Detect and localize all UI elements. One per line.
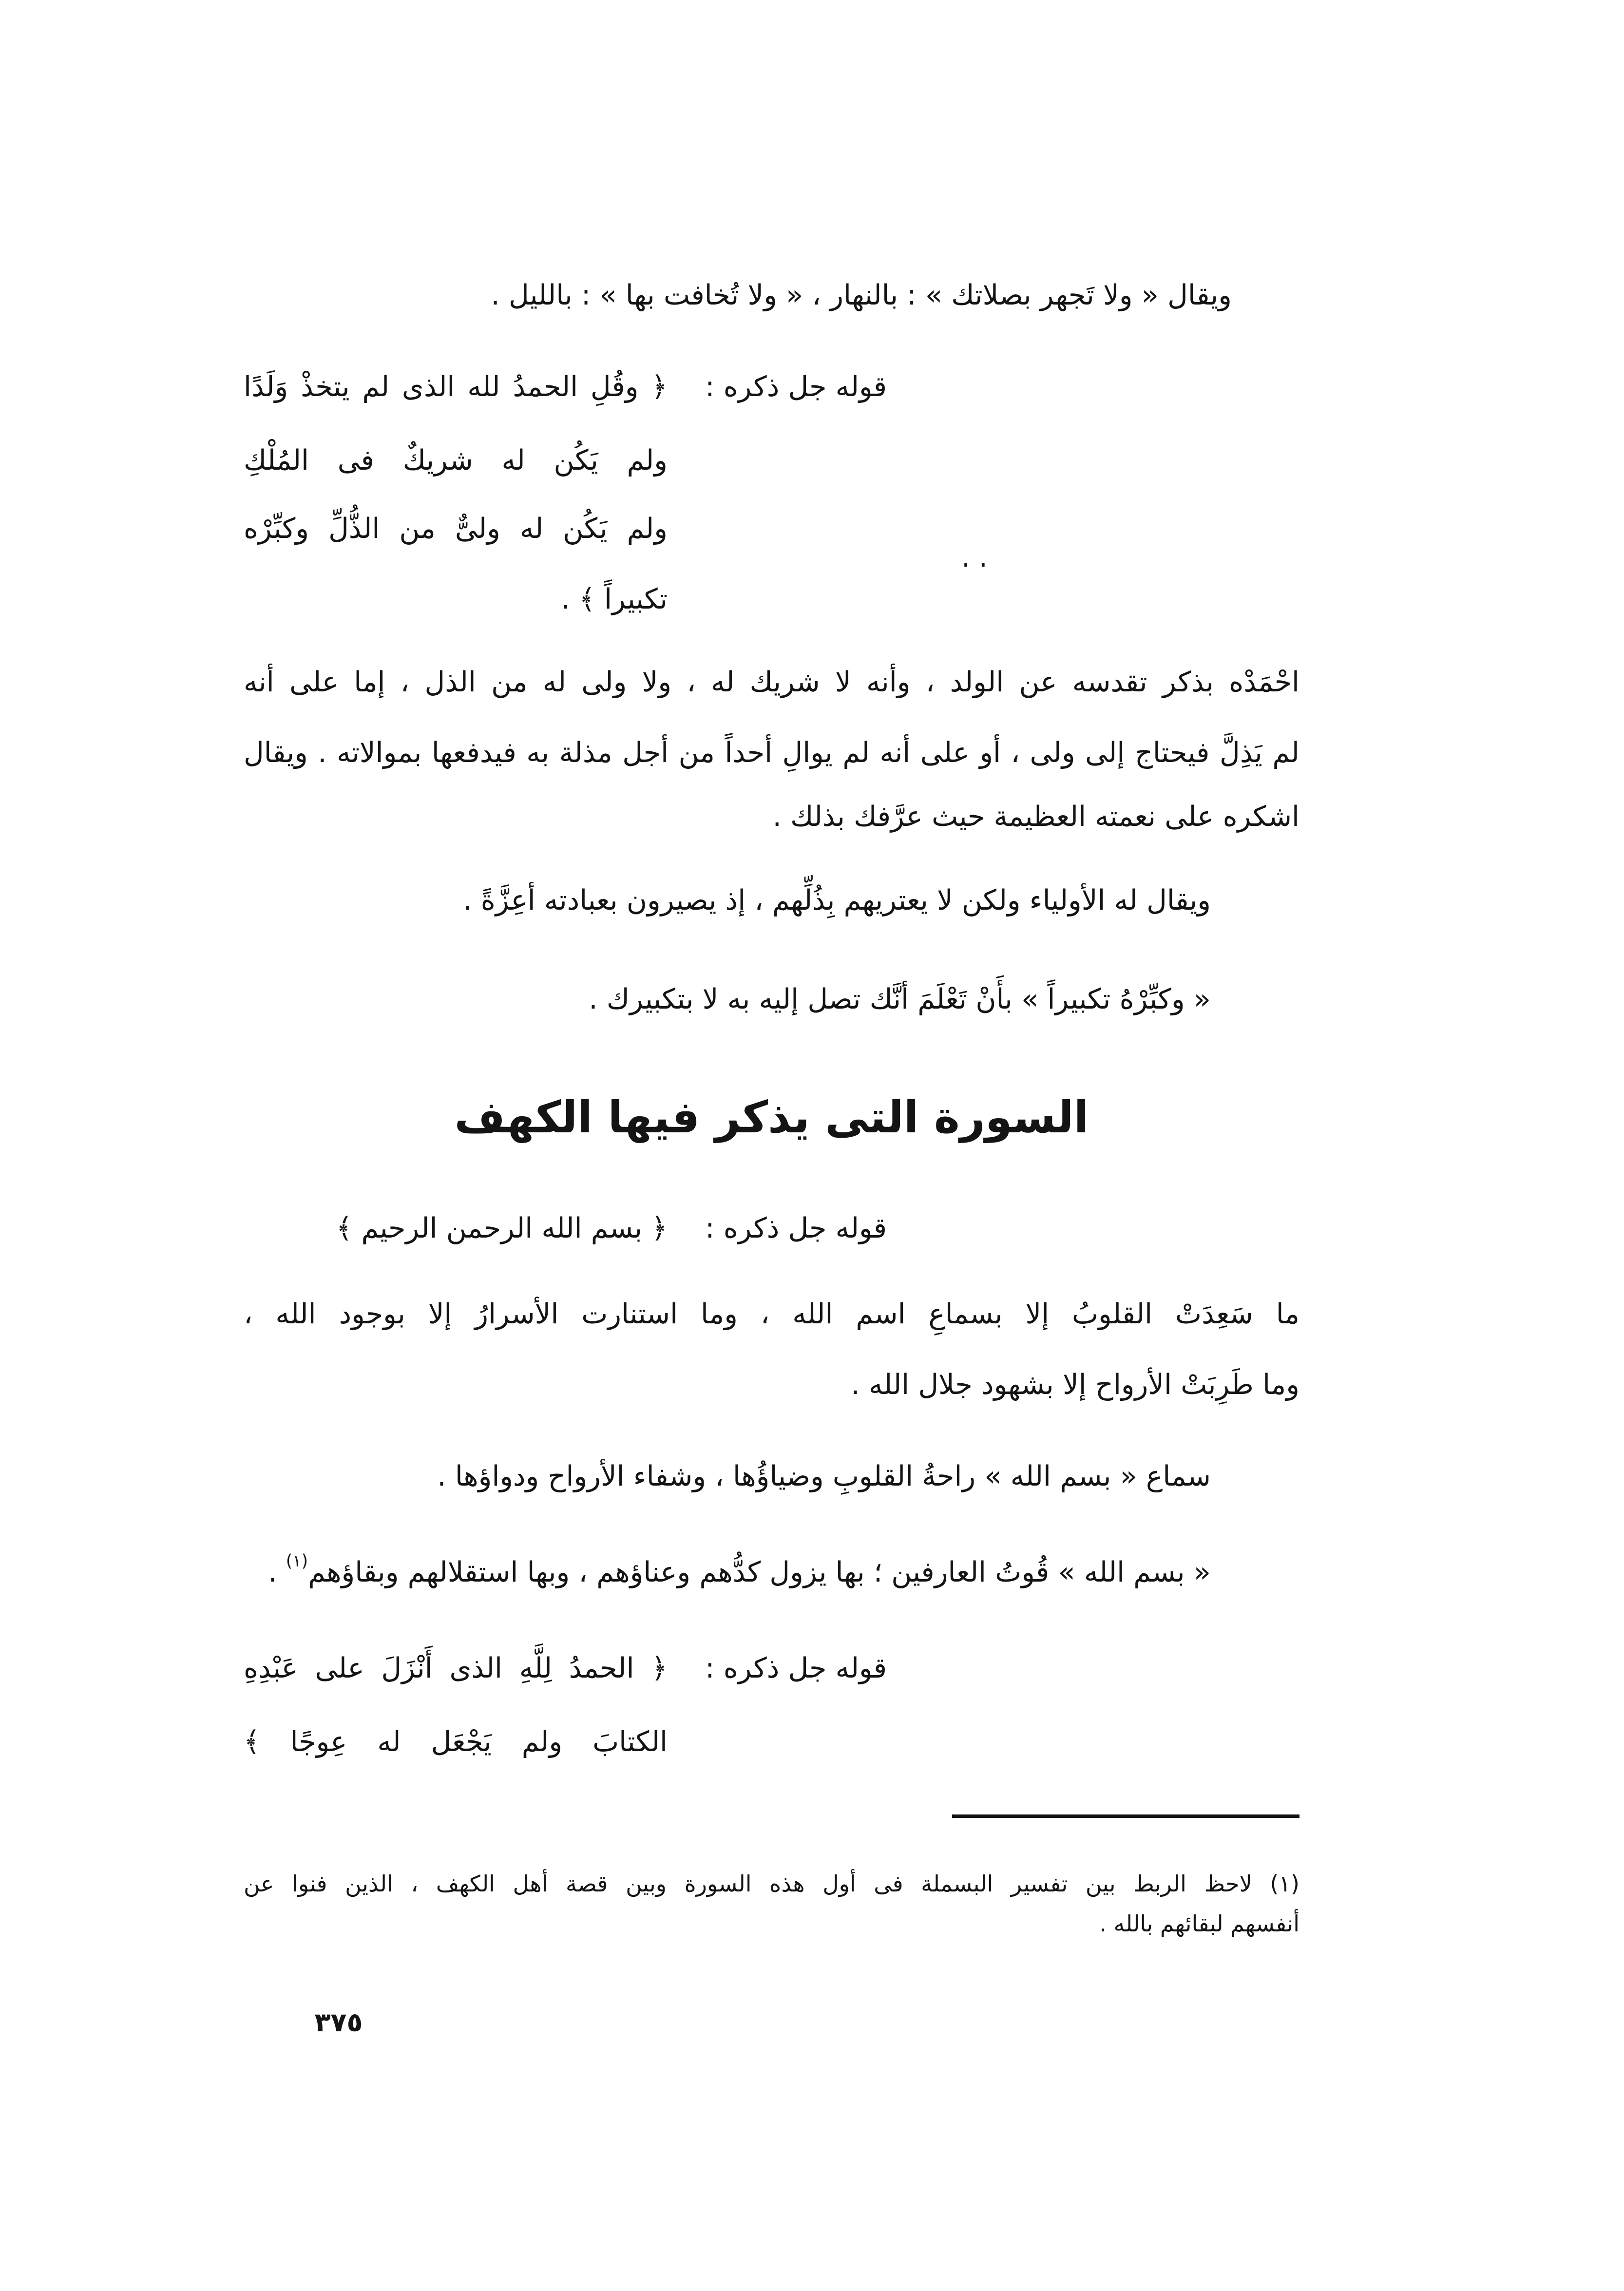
verse-line-text: ﴿ وقُلِ الحمدُ لله الذى لم يتخذْ وَلَدًا <box>244 370 668 403</box>
verse-line <box>244 431 668 490</box>
verse-line <box>244 358 668 416</box>
commentary-line <box>244 653 1299 711</box>
footnote-separator <box>952 1814 1299 1818</box>
stray-marks: . . <box>961 542 988 573</box>
commentary-line-text: « بسم الله » قُوتُ العارفين ؛ بها يزول كدُّهم وعناؤهم ، وبها استقلالهم وبقاؤهم <box>308 1556 1211 1588</box>
commentary-line-text: ما سَعِدَتْ القلوبُ إلا بسماعِ اسم الله ، وما استنارت الأسرارُ إلا بوجود الله ، <box>244 1298 1299 1330</box>
commentary-line <box>244 1447 1211 1506</box>
commentary-line <box>244 787 1299 846</box>
commentary-line <box>244 1543 1211 1602</box>
verse-line-text: تكبيراً ﴾ . <box>561 583 668 615</box>
commentary-line-text: وما طَرِبَتْ الأرواح إلا بشهود جلال الله . <box>851 1368 1299 1401</box>
verse-line-text: ﴿ الحمدُ لِلَّهِ الذى أَنْزَلَ على عَبْدِهِ <box>244 1652 668 1684</box>
footnote-line-text: (١) لاحظ الربط بين تفسير البسملة فى أول هذه السورة وبين قصة أهل الكهف ، الذين فنوا عن <box>244 1871 1299 1897</box>
verse-line <box>244 570 668 629</box>
footnote-line-text: أنفسهم لبقائهم بالله . <box>1099 1910 1299 1937</box>
commentary-line-text: سماع « بسم الله » راحةُ القلوبِ وضياؤُها ، وشفاء الأرواح ودواؤها . <box>437 1460 1211 1492</box>
verse-line-text: ولم يَكُن له شريكٌ فى المُلْكِ <box>244 444 668 477</box>
page-number: ٣٧٥ <box>314 2007 363 2038</box>
opening-line-text: ويقال « ولا تَجهر بصلاتك » : بالنهار ، « ولا تُخافت بها » : بالليل . <box>491 279 1232 311</box>
verse-label-text: قوله جل ذكره : <box>705 1212 887 1244</box>
commentary-line <box>244 970 1211 1029</box>
commentary-line-text: « وكبِّرْهُ تكبيراً » بأَنْ تَعْلَمَ أنَّك تصل إليه به لا بتكبيرك . <box>589 983 1211 1015</box>
verse-label-text: قوله جل ذكره : <box>705 1652 887 1684</box>
commentary-line-content <box>268 1551 1211 1588</box>
commentary-line <box>244 871 1211 930</box>
commentary-line <box>244 1285 1299 1343</box>
line-end-punctuation: . <box>268 1556 286 1588</box>
commentary-line-text: لم يَذِلَّ فيحتاج إلى ولى ، أو على أنه لم يوالِ أحداً من أجل مذلة به فيدفعها بموالاته . ويقال <box>244 736 1299 769</box>
commentary-line-text: اشكره على نعمته العظيمة حيث عرَّفك بذلك . <box>772 800 1299 833</box>
verse-line-text: الكتابَ ولم يَجْعَل له عِوجًا ﴾ <box>244 1725 668 1758</box>
footnote-line <box>244 1904 1299 1943</box>
commentary-line <box>244 724 1299 782</box>
verse-line-text: ولم يَكُن له ولىٌّ من الذُّلِّ وكبِّرْه <box>244 512 668 545</box>
verse-label-text: قوله جل ذكره : <box>705 370 887 403</box>
verse-label <box>672 358 887 416</box>
commentary-line-text: احْمَدْه بذكر تقدسه عن الولد ، وأنه لا شريك له ، ولا ولى له من الذل ، إما على أنه <box>244 666 1299 698</box>
opening-line <box>244 266 1232 325</box>
surah-heading: السورة التى يذكر فيها الكهف <box>454 1092 1089 1143</box>
verse-label <box>672 1639 887 1698</box>
basmala-verse <box>244 1199 668 1258</box>
commentary-line-text: ويقال له الأولياء ولكن لا يعتريهم بِذُلِّهم ، إذ يصيرون بعبادته أعِزَّةً . <box>463 884 1211 916</box>
basmala-verse-text: ﴿ بسم الله الرحمن الرحيم ﴾ <box>336 1212 668 1244</box>
verse-line <box>244 1639 668 1698</box>
footnote-line <box>244 1864 1299 1903</box>
verse-label <box>672 1199 887 1258</box>
commentary-line <box>244 1356 1299 1414</box>
footnote-reference: (١) <box>286 1551 308 1571</box>
verse-line <box>244 499 668 558</box>
verse-line <box>244 1713 668 1771</box>
